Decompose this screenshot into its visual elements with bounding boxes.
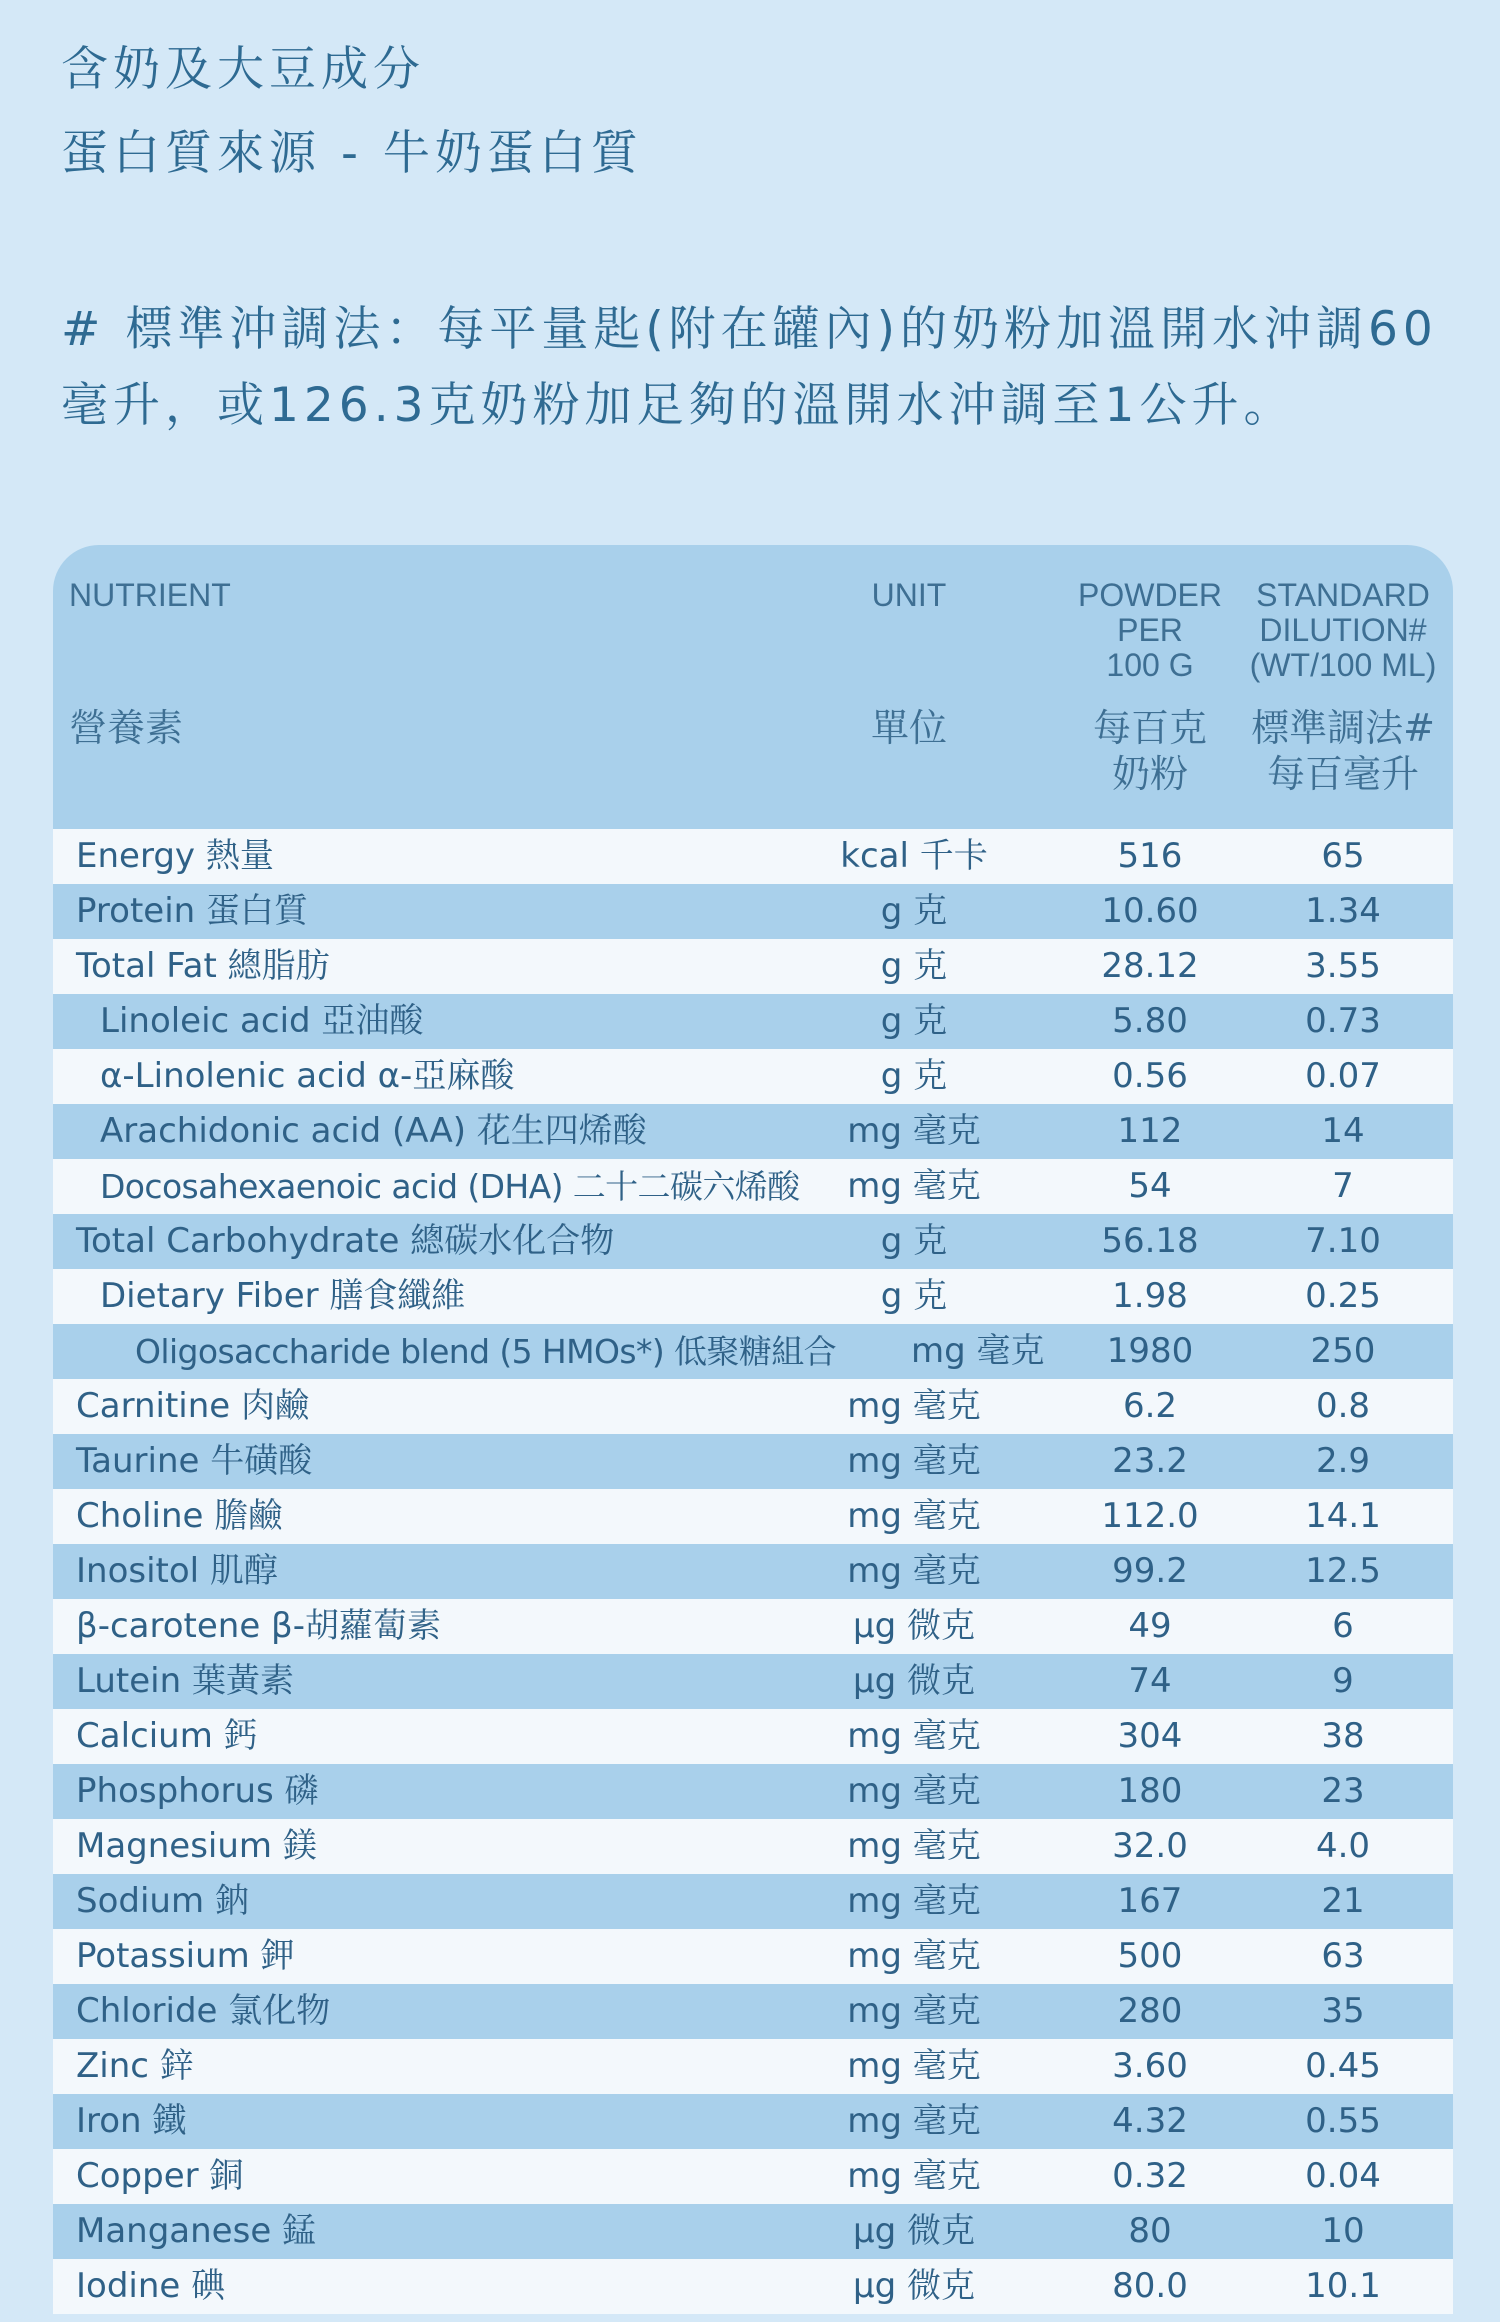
nutrient-name: Iodine 碘 [76, 2266, 226, 2306]
powder-per-100g-value: 112.0 [1101, 1496, 1199, 1536]
nutrient-name: Total Carbohydrate 總碳水化合物 [76, 1221, 615, 1261]
nutrient-unit: mg 毫克 [847, 1551, 981, 1591]
standard-dilution-value: 0.07 [1305, 1056, 1381, 1096]
header-unit-zh: 單位 [870, 706, 947, 750]
table-row [53, 1929, 1453, 1984]
standard-dilution-value: 14.1 [1305, 1496, 1381, 1536]
standard-dilution-value: 10 [1321, 2211, 1365, 2251]
nutrient-name: Iron 鐵 [76, 2101, 187, 2141]
table-row [53, 2204, 1453, 2259]
nutrient-unit: mg 毫克 [911, 1331, 1045, 1371]
powder-per-100g-value: 3.60 [1112, 2046, 1188, 2086]
nutrient-unit: mg 毫克 [847, 1441, 981, 1481]
table-row [53, 1599, 1453, 1654]
powder-per-100g-value: 99.2 [1112, 1551, 1188, 1591]
table-row [53, 1984, 1453, 2039]
standard-dilution-value: 65 [1321, 836, 1365, 876]
standard-dilution-value: 6 [1332, 1606, 1354, 1646]
table-row [53, 1049, 1453, 1104]
standard-dilution-value: 0.8 [1315, 1386, 1371, 1426]
powder-per-100g-value: 1980 [1106, 1331, 1194, 1371]
nutrient-name: α-Linolenic acid α-亞麻酸 [100, 1056, 515, 1096]
standard-dilution-value: 0.25 [1305, 1276, 1381, 1316]
standard-dilution-value: 21 [1321, 1881, 1365, 1921]
powder-per-100g-value: 516 [1117, 836, 1183, 876]
powder-per-100g-value: 54 [1128, 1166, 1172, 1206]
nutrient-unit: mg 毫克 [847, 2101, 981, 2141]
nutrient-name: Manganese 錳 [76, 2211, 317, 2251]
nutrient-unit: mg 毫克 [847, 1936, 981, 1976]
standard-dilution-value: 7.10 [1305, 1221, 1381, 1261]
powder-per-100g-value: 10.60 [1101, 891, 1199, 931]
nutrient-name: Total Fat 總脂肪 [76, 946, 330, 986]
nutrition-table [53, 545, 1453, 2322]
nutrient-name: Docosahexaenoic acid (DHA) 二十二碳六烯酸 [100, 1167, 800, 1206]
nutrient-name: Protein 蛋白質 [76, 891, 308, 931]
nutrient-name: Linoleic acid 亞油酸 [100, 1001, 424, 1041]
standard-dilution-value: 38 [1321, 1716, 1365, 1756]
nutrient-unit: mg 毫克 [847, 1771, 981, 1811]
table-body [53, 829, 1453, 2314]
standard-dilution-value: 0.04 [1305, 2156, 1381, 2196]
standard-dilution-value: 250 [1310, 1331, 1376, 1371]
powder-per-100g-value: 56.18 [1101, 1221, 1199, 1261]
standard-dilution-value: 0.73 [1305, 1001, 1381, 1041]
header-nutrient-en: NUTRIENT [69, 577, 231, 613]
powder-per-100g-value: 1.98 [1112, 1276, 1188, 1316]
table-row [53, 1764, 1453, 1819]
powder-per-100g-value: 500 [1117, 1936, 1183, 1976]
table-row [53, 1874, 1453, 1929]
standard-dilution-value: 3.55 [1305, 946, 1381, 986]
header-standard-en: STANDARD DILUTION# (WT/100 ML) [1249, 577, 1437, 683]
nutrient-unit: mg 毫克 [847, 2046, 981, 2086]
powder-per-100g-value: 167 [1117, 1881, 1183, 1921]
nutrient-name: Zinc 鋅 [76, 2046, 194, 2086]
nutrient-unit: g 克 [880, 1276, 948, 1316]
nutrient-unit: mg 毫克 [847, 1991, 981, 2031]
powder-per-100g-value: 0.56 [1112, 1056, 1188, 1096]
nutrient-unit: mg 毫克 [847, 1881, 981, 1921]
nutrient-name: Copper 銅 [76, 2156, 244, 2196]
standard-dilution-value: 1.34 [1305, 891, 1381, 931]
protein-source-line: 蛋白質來源 - 牛奶蛋白質 [61, 126, 643, 181]
powder-per-100g-value: 49 [1128, 1606, 1172, 1646]
header-standard-zh: 標準調法# 每百毫升 [1251, 706, 1435, 796]
powder-per-100g-value: 112 [1117, 1111, 1183, 1151]
nutrient-unit: μg 微克 [852, 2211, 976, 2251]
powder-per-100g-value: 74 [1128, 1661, 1172, 1701]
table-row [53, 1214, 1453, 1269]
standard-dilution-value: 35 [1321, 1991, 1365, 2031]
nutrient-unit: g 克 [880, 1221, 948, 1261]
nutrient-name: Dietary Fiber 膳食纖維 [100, 1276, 466, 1316]
table-row [53, 939, 1453, 994]
nutrient-name: Carnitine 肉鹼 [76, 1386, 310, 1426]
powder-per-100g-value: 23.2 [1112, 1441, 1188, 1481]
powder-per-100g-value: 304 [1117, 1716, 1183, 1756]
standard-dilution-value: 23 [1321, 1771, 1365, 1811]
table-row [53, 1379, 1453, 1434]
nutrient-name: Lutein 葉黃素 [76, 1661, 294, 1701]
table-row [53, 1269, 1453, 1324]
nutrient-unit: kcal 千卡 [840, 836, 988, 876]
nutrient-name: Arachidonic acid (AA) 花生四烯酸 [100, 1111, 647, 1151]
ingredient-allergen-line: 含奶及大豆成分 [61, 42, 425, 97]
table-row [53, 1159, 1453, 1214]
table-row [53, 1819, 1453, 1874]
nutrient-name: Oligosaccharide blend (5 HMOs*) 低聚糖組合 [135, 1332, 837, 1371]
nutrient-name: β-carotene β-胡蘿蔔素 [76, 1606, 442, 1646]
nutrient-name: Energy 熱量 [76, 836, 274, 876]
standard-dilution-value: 9 [1332, 1661, 1354, 1701]
nutrient-name: Chloride 氯化物 [76, 1991, 331, 2031]
table-row [53, 1434, 1453, 1489]
header-powder-zh: 每百克 奶粉 [1092, 706, 1207, 796]
standard-dilution-value: 14 [1321, 1111, 1365, 1151]
table-row [53, 2259, 1453, 2314]
nutrient-name: Inositol 肌醇 [76, 1551, 278, 1591]
nutrient-unit: mg 毫克 [847, 2156, 981, 2196]
powder-per-100g-value: 5.80 [1112, 1001, 1188, 1041]
nutrient-name: Taurine 牛磺酸 [76, 1441, 313, 1481]
powder-per-100g-value: 80.0 [1112, 2266, 1188, 2306]
nutrient-name: Magnesium 鎂 [76, 1826, 317, 1866]
powder-per-100g-value: 280 [1117, 1991, 1183, 2031]
intro-block [61, 28, 1461, 196]
standard-dilution-value: 2.9 [1315, 1441, 1371, 1481]
nutrient-unit: mg 毫克 [847, 1166, 981, 1206]
powder-per-100g-value: 4.32 [1112, 2101, 1188, 2141]
table-row [53, 1489, 1453, 1544]
standard-dilution-value: 7 [1332, 1166, 1354, 1206]
standard-dilution-value: 10.1 [1305, 2266, 1381, 2306]
table-row [53, 1104, 1453, 1159]
powder-per-100g-value: 6.2 [1122, 1386, 1178, 1426]
table-row [53, 2149, 1453, 2204]
nutrient-name: Choline 膽鹼 [76, 1496, 283, 1536]
nutrient-unit: g 克 [880, 1056, 948, 1096]
nutrient-unit: μg 微克 [852, 1661, 976, 1701]
nutrient-unit: μg 微克 [852, 2266, 976, 2306]
table-header [53, 545, 1453, 829]
table-row [53, 1324, 1453, 1379]
powder-per-100g-value: 180 [1117, 1771, 1183, 1811]
nutrient-unit: g 克 [880, 891, 948, 931]
nutrient-name: Sodium 鈉 [76, 1881, 249, 1921]
standard-dilution-value: 4.0 [1315, 1826, 1371, 1866]
nutrient-unit: g 克 [880, 1001, 948, 1041]
powder-per-100g-value: 80 [1128, 2211, 1172, 2251]
standard-dilution-note: # 標準沖調法：每平量匙(附在罐內)的奶粉加溫開水沖調60 毫升，或126.3克奶粉加足夠的溫開水沖調至1公升。 [61, 302, 1438, 433]
nutrient-name: Phosphorus 磷 [76, 1771, 319, 1811]
header-unit-en: UNIT [871, 577, 947, 613]
standard-dilution-value: 0.45 [1305, 2046, 1381, 2086]
nutrient-name: Potassium 鉀 [76, 1936, 295, 1976]
table-row [53, 884, 1453, 939]
table-row [53, 1544, 1453, 1599]
table-row [53, 1654, 1453, 1709]
powder-per-100g-value: 32.0 [1112, 1826, 1188, 1866]
table-row [53, 994, 1453, 1049]
nutrient-unit: mg 毫克 [847, 1386, 981, 1426]
nutrient-name: Calcium 鈣 [76, 1716, 258, 1756]
nutrient-unit: g 克 [880, 946, 948, 986]
nutrient-unit: mg 毫克 [847, 1826, 981, 1866]
standard-dilution-value: 63 [1321, 1936, 1365, 1976]
table-row [53, 829, 1453, 884]
powder-per-100g-value: 0.32 [1112, 2156, 1188, 2196]
nutrient-unit: μg 微克 [852, 1606, 976, 1646]
standard-dilution-value: 0.55 [1305, 2101, 1381, 2141]
header-nutrient-zh: 營養素 [69, 706, 184, 750]
nutrient-unit: mg 毫克 [847, 1111, 981, 1151]
table-row [53, 2094, 1453, 2149]
header-powder-en: POWDER PER 100 G [1078, 577, 1222, 683]
powder-per-100g-value: 28.12 [1101, 946, 1199, 986]
table-row [53, 1709, 1453, 1764]
table-row [53, 2039, 1453, 2094]
standard-dilution-value: 12.5 [1305, 1551, 1381, 1591]
nutrient-unit: mg 毫克 [847, 1716, 981, 1756]
nutrient-unit: mg 毫克 [847, 1496, 981, 1536]
